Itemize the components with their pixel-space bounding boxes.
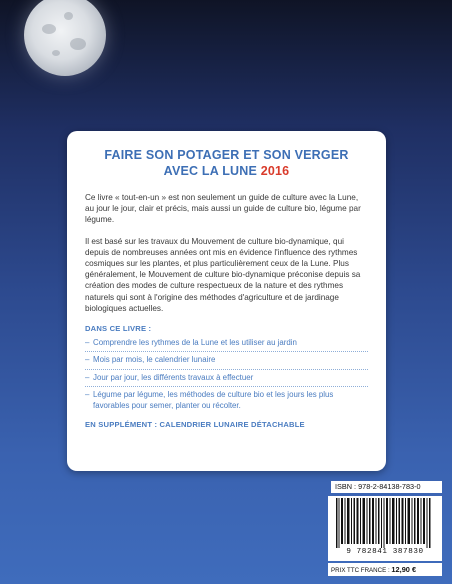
price-value: 12,90 € — [391, 565, 417, 574]
back-cover-text-card — [67, 131, 386, 471]
title-line-1: FAIRE SON POTAGER ET SON VERGER — [104, 148, 349, 162]
book-title — [85, 147, 368, 179]
intro-paragraph: Ce livre « tout-en-un » est non seulement un guide de culture avec la Lune, au jour le jour, clair et précis, mais aussi un guide de culture bio, légume par légume. — [85, 193, 361, 225]
barcode — [328, 496, 442, 561]
isbn-label: ISBN : 978-2-84138-783-0 — [331, 481, 442, 493]
list-item: – Légume par légume, les méthodes de culture bio et les jours les plus favorables pour semer, planter ou récolter. — [85, 387, 368, 414]
description-paragraph: Il est basé sur les travaux du Mouvement de culture bio-dynamique, qui depuis de nombreuses années ont mis en évidence l'influence des rythmes cosmiques sur les plantes, et plus particulièrement ceux de la Lune. Plus généralement, le Mouvement de culture bio-dynamique préconise depuis sa création des modes de culture respectueux de la nature et des rythmes naturels qui sont à l'origine des méthodes d'agriculture et de jardinage biologiques actuelles. — [85, 236, 361, 313]
list-item: – Comprendre les rythmes de la Lune et les utiliser au jardin — [85, 335, 368, 352]
title-line-2: AVEC LA LUNE 2016 — [163, 164, 290, 178]
supplement-note: EN SUPPLÉMENT : CALENDRIER LUNAIRE DÉTACHABLE — [85, 420, 305, 430]
price-caption: PRIX TTC FRANCE : — [331, 567, 390, 574]
title-year: 2016 — [260, 164, 290, 178]
list-item: – Mois par mois, le calendrier lunaire — [85, 352, 368, 369]
section-title: DANS CE LIVRE : — [85, 324, 152, 334]
barcode-digits: 9 782841 387830 — [346, 548, 424, 556]
contents-list — [85, 335, 368, 414]
barcode-bars — [328, 496, 442, 548]
price-label — [328, 563, 442, 576]
list-item: – Jour par jour, les différents travaux à effectuer — [85, 370, 368, 387]
moon-image — [24, 0, 106, 76]
